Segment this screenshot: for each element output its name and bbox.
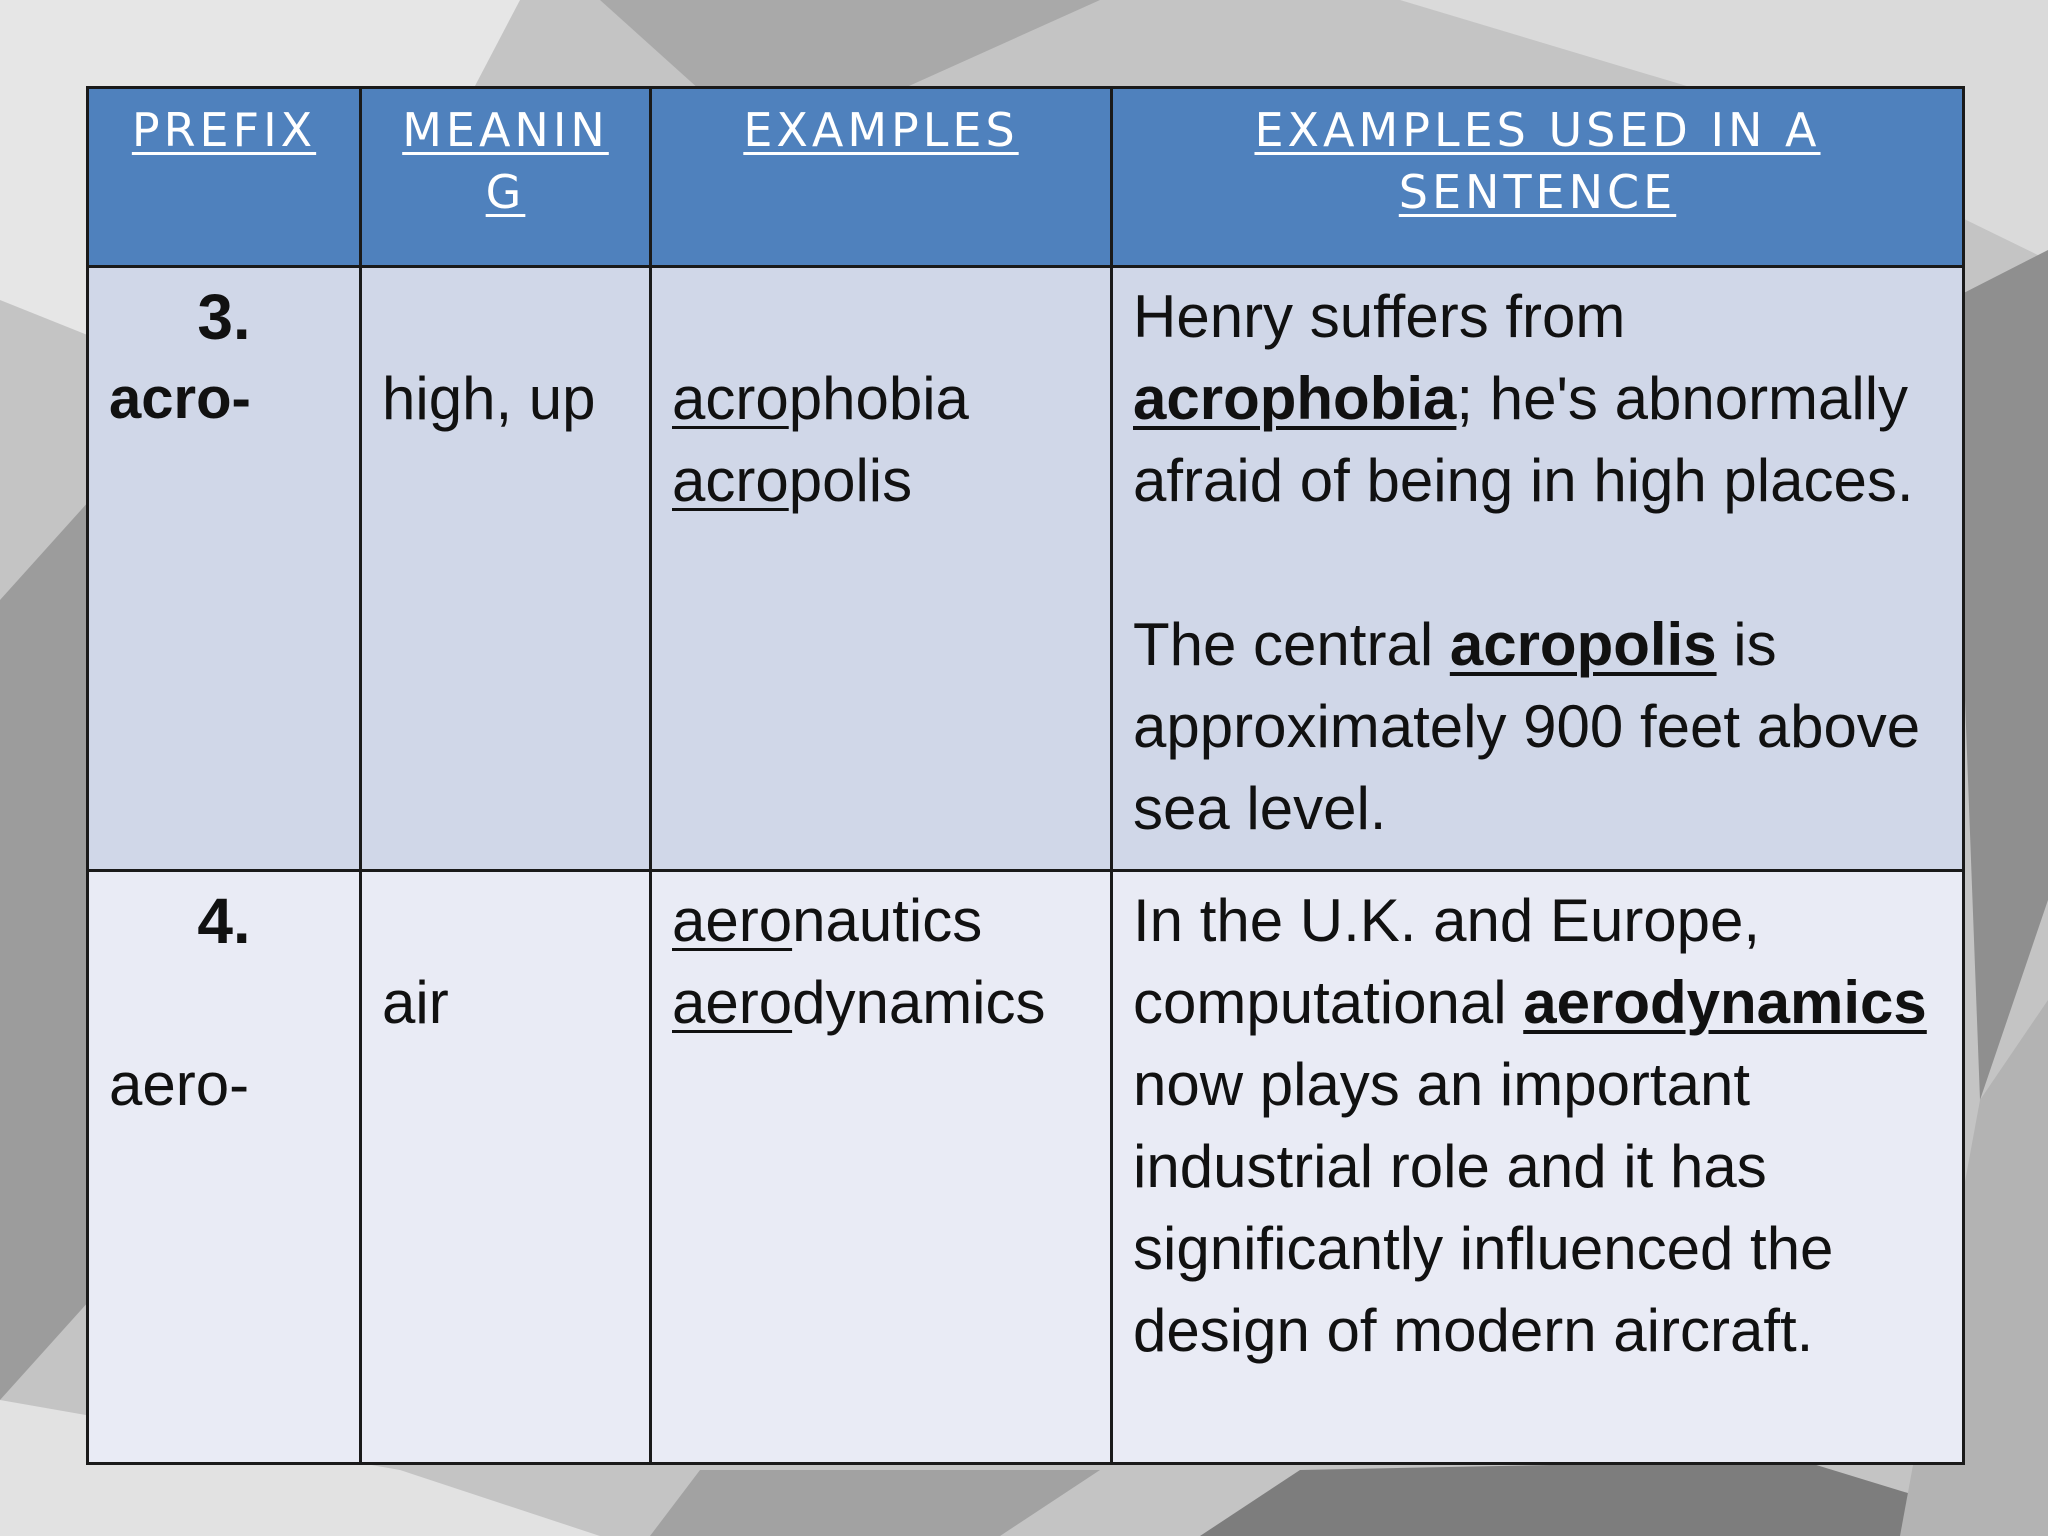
meaning-text: air xyxy=(382,969,449,1036)
table-row xyxy=(88,267,1964,871)
example-word: aerodynamics xyxy=(672,969,1046,1036)
header-examples-sentence xyxy=(1112,88,1964,267)
examples-cell xyxy=(651,871,1112,1464)
header-examples: EXAMPLES xyxy=(651,88,1112,267)
example-sentence: The central acropolis is approximately 900 feet above sea level. xyxy=(1133,611,1921,842)
table-row xyxy=(88,871,1964,1464)
meaning-text: high, up xyxy=(382,365,596,432)
row-number: 4. xyxy=(197,885,251,957)
header-sentence-line-2: SENTENCE xyxy=(1398,165,1677,219)
sentence-cell xyxy=(1112,267,1964,871)
example-sentence: In the U.K. and Europe, computational aerodynamics now plays an important industrial role and it has significantly influenced the design of modern aircraft. xyxy=(1133,887,1927,1364)
header-prefix: PREFIX xyxy=(88,88,361,267)
example-word: aeronautics xyxy=(672,887,983,954)
sentence-cell xyxy=(1112,871,1964,1464)
header-sentence-line-1: EXAMPLES USED IN A xyxy=(1254,103,1821,157)
meaning-cell xyxy=(361,871,651,1464)
row-number: 3. xyxy=(197,281,251,353)
prefix-cell xyxy=(88,871,361,1464)
example-word: acropolis xyxy=(672,447,913,514)
meaning-cell xyxy=(361,267,651,871)
prefix-table xyxy=(86,86,1965,1465)
example-word: acrophobia xyxy=(672,365,969,432)
examples-cell xyxy=(651,267,1112,871)
prefix-label: acro- xyxy=(109,366,251,431)
example-sentence: Henry suffers from acrophobia; he's abnormally afraid of being in high places. xyxy=(1133,283,1914,514)
prefix-label: aero- xyxy=(109,1051,250,1118)
table-header-row xyxy=(88,88,1964,267)
prefix-cell xyxy=(88,267,361,871)
header-meaning: MEANIN G xyxy=(361,88,651,267)
